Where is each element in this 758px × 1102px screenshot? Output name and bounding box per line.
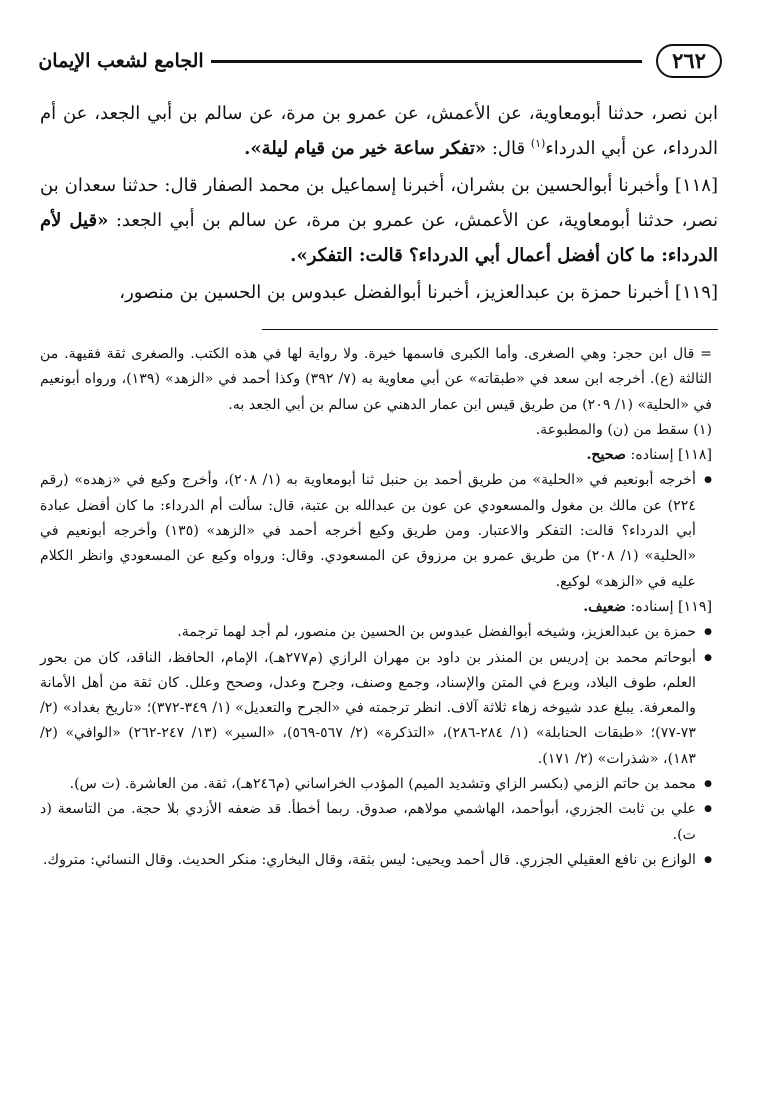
- paragraph-continuation: [40, 96, 718, 166]
- footnote-separator: [262, 329, 718, 330]
- isnad-118-heading: [40, 443, 712, 468]
- note-bullet: ● علي بن ثابت الجزري، أبوأحمد، الهاشمي مولاهم، صدوق. ربما أخطأ. قد ضعفه الأزدي بلا حجة. من التاسعة (د ت).: [40, 797, 712, 848]
- isnad-grade: صحيح.: [586, 447, 627, 464]
- quoted-saying: «قيل لأم الدرداء: ما كان أفضل أعمال أبي الدرداء؟ قالت: التفكر».: [40, 210, 718, 266]
- paragraph-text: ابن نصر، حدثنا أبومعاوية، عن الأعمش، عن عمرو بن مرة، عن سالم بن أبي الجعد، عن أم الدرداء، عن أبي الدرداء: [40, 103, 718, 159]
- paragraph-text: وأخبرنا أبوالحسين بن بشران، أخبرنا إسماعيل بن محمد الصفار قال: حدثنا سعدان بن نصر، حدثنا أبومعاوية، عن الأعمش، عن عمرو بن مرة، عن سالم بن أبي الجعد:: [40, 175, 718, 231]
- note-bullet: ● أخرجه أبونعيم في «الحلية» من طريق أحمد بن حنبل ثنا أبومعاوية به (١/ ٢٠٨)، وأخرج وكيع في «زهده» (رقم ٢٢٤) عن مالك بن مغول والمسعودي عن عون بن عبدالله بن عتبة، قال: سألت أم الدرداء: ما كان أفضل عبادة أبي الدرداء؟ قالت: التفكر والاعتبار. ومن طريق وكيع أخرجه أحمد في «الزهد» (١٣٥) وأخرجه أبونعيم في «الحلية» (١/ ٢٠٨) من طريق عمرو بن مرزوق عن المسعودي. وقال: ورواه وكيع عن المسعودي وانظر الكلام عليه في «الزهد» لوكيع.: [40, 468, 712, 594]
- paragraph-text: قال:: [486, 138, 531, 159]
- book-title: الجامع لشعب الإيمان: [38, 50, 204, 72]
- isnad-119-heading: [40, 595, 712, 620]
- hadith-number: [١١٩]: [674, 282, 718, 303]
- page-number: ٢٦٢: [656, 44, 722, 78]
- paragraph-119: [40, 275, 718, 310]
- note-continuation: = قال ابن حجر: وهي الصغرى. وأما الكبرى فاسمها خيرة. ولا رواية لها في هذه الكتب. والصغرى ثقة فقيهة. من الثالثة (ع). أخرجه ابن سعد في «طبقاته» عن أبي معاوية به (٧/ ٣٩٢) وكذا أحمد في «الزهد» (١٣٩)، ورواه أبونعيم في «الحلية» (١/ ٢٠٩) من طريق قيس ابن عمار الدهني عن سالم بن أبي الجعد به.: [40, 346, 713, 413]
- isnad-grade: ضعيف.: [583, 598, 627, 615]
- hadith-number: [١١٨]: [674, 175, 718, 196]
- paragraph-118: [40, 168, 718, 273]
- quoted-saying: «تفكر ساعة خير من قيام ليلة».: [244, 138, 487, 159]
- footnote-1: (١) سقط من (ن) والمطبوعة.: [535, 421, 712, 438]
- note-bullet: ● أبوحاتم محمد بن إدريس بن المنذر بن داود بن مهران الرازي (م٢٧٧هـ)، الإمام، الحافظ، الناقد، كان من بحور العلم، طوف البلاد، وبرع في المتن والإسناد، وجمع وصنف، وجرح وعدل، وصحح وعلل. كان ثقة من أهل الأمانة والمعرفة. يبلغ عدد شيوخه زهاء ثلاثة آلاف. انظر ترجمته في «الجرح والتعديل» (١/ ٣٤٩-٣٧٢)؛ «تاريخ بغداد» (٢/ ٧٣-٧٧)؛ «طبقات الحنابلة» (١/ ٢٨٤-٢٨٦)، «التذكرة» (٢/ ٥٦٧-٥٦٩)، «السير» (١٣/ ٢٤٧-٢٦٢) «الوافي» (٢/ ١٨٣)، «شذرات» (٢/ ١٧١).: [40, 646, 712, 772]
- note-bullet: ● محمد بن حاتم الزمي (بكسر الزاي وتشديد الميم) المؤدب الخراساني (م٢٤٦هـ)، ثقة. من العاشرة. (ت س).: [40, 772, 712, 797]
- note-bullet: ● الوازع بن نافع العقيلي الجزري. قال أحمد ويحيى: ليس بثقة، وقال البخاري: منكر الحديث. وقال النسائي: متروك.: [40, 848, 712, 873]
- page-header: [36, 44, 722, 80]
- footnote-marker[interactable]: (١): [530, 137, 546, 150]
- header-rule: [211, 60, 642, 63]
- note-bullet: ● حمزة بن عبدالعزيز، وشيخه أبوالفضل عبدوس بن الحسين بن منصور، لم أجد لهما ترجمة.: [40, 620, 712, 645]
- footnotes: [40, 342, 712, 873]
- isnad-label: [١١٩] إسناده:: [626, 598, 712, 615]
- paragraph-text: أخبرنا حمزة بن عبدالعزيز، أخبرنا أبوالفضل عبدوس بن الحسين بن منصور،: [119, 282, 675, 303]
- main-text: [40, 96, 718, 310]
- isnad-label: [١١٨] إسناده:: [626, 447, 712, 464]
